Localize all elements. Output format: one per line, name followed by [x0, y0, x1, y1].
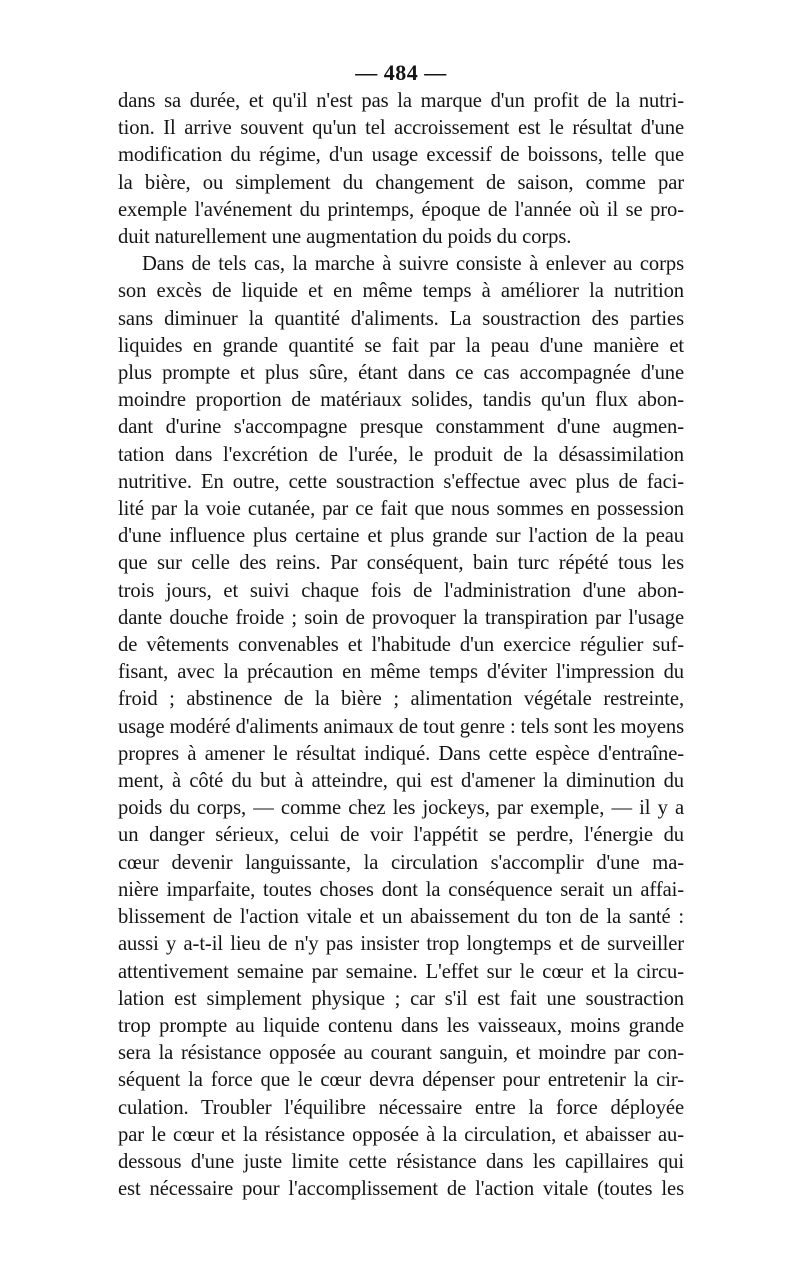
- text-line: trois jours, et suivi chaque fois de l'administration d'une abon-: [118, 579, 684, 602]
- text-line: cœur devenir languissante, la circulation s'accomplir d'une ma-: [118, 851, 684, 874]
- text-line: dante douche froide ; soin de provoquer la transpiration par l'usage: [118, 606, 684, 629]
- text-line: trop prompte au liquide contenu dans les vaisseaux, moins grande: [118, 1014, 684, 1037]
- text-line: la bière, ou simplement du changement de saison, comme par: [118, 171, 684, 194]
- text-line: d'une influence plus certaine et plus grande sur l'action de la peau: [118, 525, 684, 548]
- text-line: usage modéré d'aliments animaux de tout genre : tels sont les moyens: [118, 715, 684, 738]
- text-line: duit naturellement une augmentation du poids du corps.: [118, 226, 572, 249]
- text-line: moindre proportion de matériaux solides, tandis qu'un flux abon-: [118, 389, 684, 412]
- paragraph: [118, 88, 684, 251]
- text-line: fisant, avec la précaution en même temps d'éviter l'impression du: [118, 661, 684, 684]
- text-line: froid ; abstinence de la bière ; alimentation végétale restreinte,: [118, 688, 684, 711]
- text-line: modification du régime, d'un usage excessif de boissons, telle que: [118, 144, 684, 167]
- text-line: est nécessaire pour l'accomplissement de l'action vitale (toutes les: [118, 1178, 684, 1201]
- text-line: plus prompte et plus sûre, étant dans ce cas accompagnée d'une: [118, 362, 684, 385]
- text-line: son excès de liquide et en même temps à améliorer la nutrition: [118, 280, 684, 303]
- text-line: lité par la voie cutanée, par ce fait que nous sommes en possession: [118, 498, 684, 521]
- text-line: par le cœur et la résistance opposée à la circulation, et abaisser au-: [118, 1123, 684, 1146]
- page-number: — 484 —: [355, 60, 447, 85]
- text-line: nutritive. En outre, cette soustraction s'effectue avec plus de faci-: [118, 470, 684, 493]
- text-line: tion. Il arrive souvent qu'un tel accroissement est le résultat d'une: [118, 117, 684, 140]
- text-line: que sur celle des reins. Par conséquent, bain turc répété tous les: [118, 552, 684, 575]
- text-line: sans diminuer la quantité d'aliments. La soustraction des parties: [118, 307, 684, 330]
- text-line: de vêtements convenables et l'habitude d'un exercice régulier suf-: [118, 634, 684, 657]
- text-line: blissement de l'action vitale et un abaissement du ton de la santé :: [118, 906, 684, 929]
- text-line: séquent la force que le cœur devra dépenser pour entretenir la cir-: [118, 1069, 684, 1092]
- text-line: poids du corps, — comme chez les jockeys, par exemple, — il y a: [118, 797, 684, 820]
- text-line: liquides en grande quantité se fait par la peau d'une manière et: [118, 334, 684, 357]
- text-line: aussi y a-t-il lieu de n'y pas insister trop longtemps et de surveiller: [118, 933, 684, 956]
- text-line: culation. Troubler l'équilibre nécessaire entre la force déployée: [118, 1096, 684, 1119]
- paragraph: [118, 251, 684, 1203]
- text-line: dessous d'une juste limite cette résistance dans les capillaires qui: [118, 1150, 684, 1173]
- text-line: lation est simplement physique ; car s'il est fait une soustraction: [118, 987, 684, 1010]
- text-line: ment, à côté du but à atteindre, qui est d'amener la diminution du: [118, 770, 684, 793]
- text-line: dant d'urine s'accompagne presque constamment d'une augmen-: [118, 416, 684, 439]
- body-text: [118, 88, 684, 1203]
- text-line: dans sa durée, et qu'il n'est pas la marque d'un profit de la nutri-: [118, 90, 684, 112]
- book-page: [118, 58, 684, 1203]
- text-line: Dans de tels cas, la marche à suivre consiste à enlever au corps: [142, 253, 684, 276]
- text-line: nière imparfaite, toutes choses dont la conséquence serait un affai-: [118, 878, 684, 901]
- text-line: exemple l'avénement du printemps, époque de l'année où il se pro-: [118, 198, 684, 221]
- text-line: sera la résistance opposée au courant sanguin, et moindre par con-: [118, 1042, 684, 1065]
- text-line: propres à amener le résultat indiqué. Dans cette espèce d'entraîne-: [118, 742, 684, 765]
- text-line: attentivement semaine par semaine. L'effet sur le cœur et la circu-: [118, 960, 684, 983]
- text-line: un danger sérieux, celui de voir l'appétit se perdre, l'énergie du: [118, 824, 684, 847]
- text-line: tation dans l'excrétion de l'urée, le produit de la désassimilation: [118, 443, 684, 466]
